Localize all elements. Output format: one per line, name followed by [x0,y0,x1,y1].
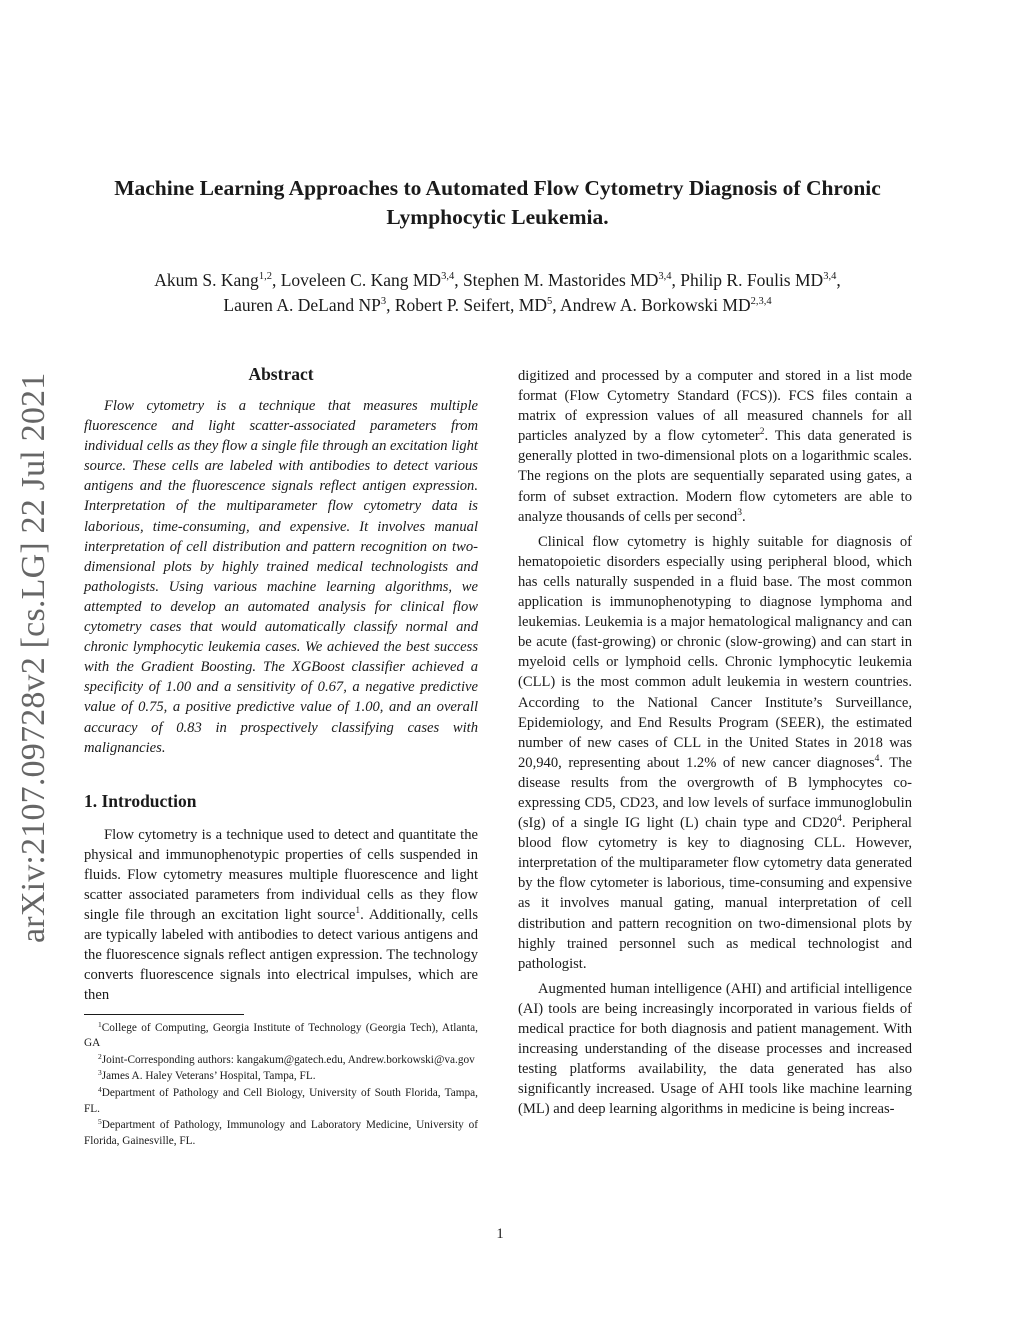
author-affiliation: 3,4 [658,271,672,282]
left-column [84,362,478,1150]
author-name: Lauren A. DeLand NP [223,295,381,315]
author-affiliation: 2,3,4 [750,296,772,307]
citation-ref: 3 [737,507,742,518]
paper-title: Machine Learning Approaches to Automated Flow Cytometry Diagnosis of Chronic Lymphocytic Leukemia. [114,176,881,229]
intro-paragraph: digitized and processed by a computer and stored in a list mode format (Flow Cytometry Standard (FCS)). FCS files contain a matrix of expression values of all measured channels for all particles analyzed by a flow cytometer$^2$. This data generated is generally plotted in two-dimensional plots on a logarithmic scales. The regions on the plots are sequentially separated using gates, a form of subset extraction. Modern flow cytometers are able to analyze thousands of cells per second$^3$. [518,368,912,525]
author-affiliation: 3,4 [441,271,455,282]
intro-paragraph: Augmented human intelligence (AHI) and artificial intelligence (AI) tools are being increasingly incorporated in various fields of medical practice for both diagnosis and patient management. With increasing understanding of the disease processes and increased testing platforms availability, the data generated has also significantly increased. Usage of AHI tools like machine learning (ML) and deep learning algorithms in medicine is being increas- [518,980,912,1118]
right-column [518,366,912,1119]
abstract-heading: Abstract [248,364,314,384]
author-name: Akum S. Kang [154,270,259,290]
arxiv-identifier: arXiv:2107.09728v2 [cs.LG] 22 Jul 2021 [15,372,52,943]
footnote-divider [84,1014,244,1015]
citation-ref: 1 [355,906,361,917]
footnote: $^3$James A. Haley Veterans’ Hospital, Tampa, FL. [98,1068,316,1083]
footnote: $^4$Department of Pathology and Cell Biology, University of South Florida, Tampa, FL. [84,1084,478,1115]
footnote: $^1$College of Computing, Georgia Institute of Technology (Georgia Tech), Atlanta, GA [84,1019,478,1050]
page-number: 1 [496,1226,504,1242]
author-name: Loveleen C. Kang MD [280,270,442,290]
author-name: Philip R. Foulis MD [680,270,824,290]
citation-ref: 2 [759,427,765,438]
author-name: Andrew A. Borkowski MD [560,295,751,315]
footnote: $^5$Department of Pathology, Immunology and Laboratory Medicine, University of Florida, Gainesville, FL. [84,1117,478,1147]
intro-paragraph: Clinical flow cytometry is highly suitable for diagnosis of hematopoietic disorders especially using peripheral blood, which has cells naturally suspended in a fluid base. The most common application is immunophenotyping to diagnose lymphoma and leukemias. Leukemia is a major hematological malignancy and can be acute (fast-growing) or chronic (slow-growing) and can start in myeloid cells or lymphoid cells. Chronic lymphocytic leukemia (CLL) is the most common adult leukemia in western countries. According to the National Cancer Institute’s Surveillance, Epidemiology, and End Results Program (SEER), the estimated number of new cases of CLL in the United States in 2018 was 20,940, representing about 1.2% of new cancer diagnoses$^4$. The disease results from the overgrowth of B lymphocytes co-expressing CD5, CD23, and low levels of surface immunoglobulin (sIg) of a single IG light (L) chain type and $CD20^4$. Peripheral blood flow cytometry is key to diagnosing CLL. However, interpretation of the multiparameter flow cytometry data generated by the flow cytometer is laborious, time-consuming and expensive as it involves manual gating, manual interpretation of cell distribution and pattern recognition on two-dimensional plots by highly trained personnel such as medical technologist and pathologist. [518,533,912,972]
citation-ref: 4 [837,814,842,825]
author-affiliation: 3,4 [823,271,837,282]
author-affiliation: 5 [547,296,553,307]
author-name: Stephen M. Mastorides MD [462,270,659,290]
author-name: Robert P. Seifert, MD [394,295,547,315]
footnote: $^2$Joint-Corresponding authors: kangakum@gatech.edu, Andrew.borkowski@va.gov [98,1051,475,1066]
author-affiliation: 3 [380,296,387,307]
abstract-text: Flow cytometry is a technique that measures multiple fluorescence and light scatter-associated parameters from individual cells as they flow a single file through an excitation light source. These cells are labeled with antibodies to detect various antigens and the fluorescence signals reflect antigen expression. Interpretation of the multiparameter flow cytometry data is laborious, time-consuming, and expensive. It involves manual interpretation of cell distribution and pattern recognition on two-dimensional plots by highly trained medical technologists and pathologists. Using various machine learning algorithms, we attempted to develop an automated analysis for clinical flow cytometry cases that would automatically classify normal and chronic lymphocytic leukemia cases. We achieved the best success with the Gradient Boosting. The XGBoost classifier achieved a specificity of 1.00 and a sensitivity of 0.67, a negative predictive value of 0.75, a positive predictive value of 1.00, and an overall accuracy of 0.83 in prospectively classifying cases with malignancies. [84,398,478,756]
citation-ref: 4 [874,753,880,764]
author-list: Akum S. Kang$^{1,2}$, Loveleen C. Kang MD$^{3,4}$, Stephen M. Mastorides MD$^{3,4}$, Philip R. Foulis MD$^{3,4}$, Lauren A. DeLand $NP^3$, Robert P. Seifert, $MD^5$, Andrew A. Borkowski MD$^{2,3,4}$ [154,270,841,315]
intro-paragraph: Flow cytometry is a technique used to detect and quantitate the physical and immunophenotypic properties of cells suspended in fluids. Flow cytometry measures multiple fluorescence and light scatter associated parameters from individual cells as they flow single file through an excitation light source$^1$. Additionally, cells are typically labeled with antibodies to detect various antigens and the fluorescence signals reflect antigen expression. The technology converts fluorescence signals into electrical impulses, which are then [84,826,478,1004]
author-affiliation: 1,2 [258,271,272,282]
introduction-heading: 1. Introduction [84,790,197,811]
